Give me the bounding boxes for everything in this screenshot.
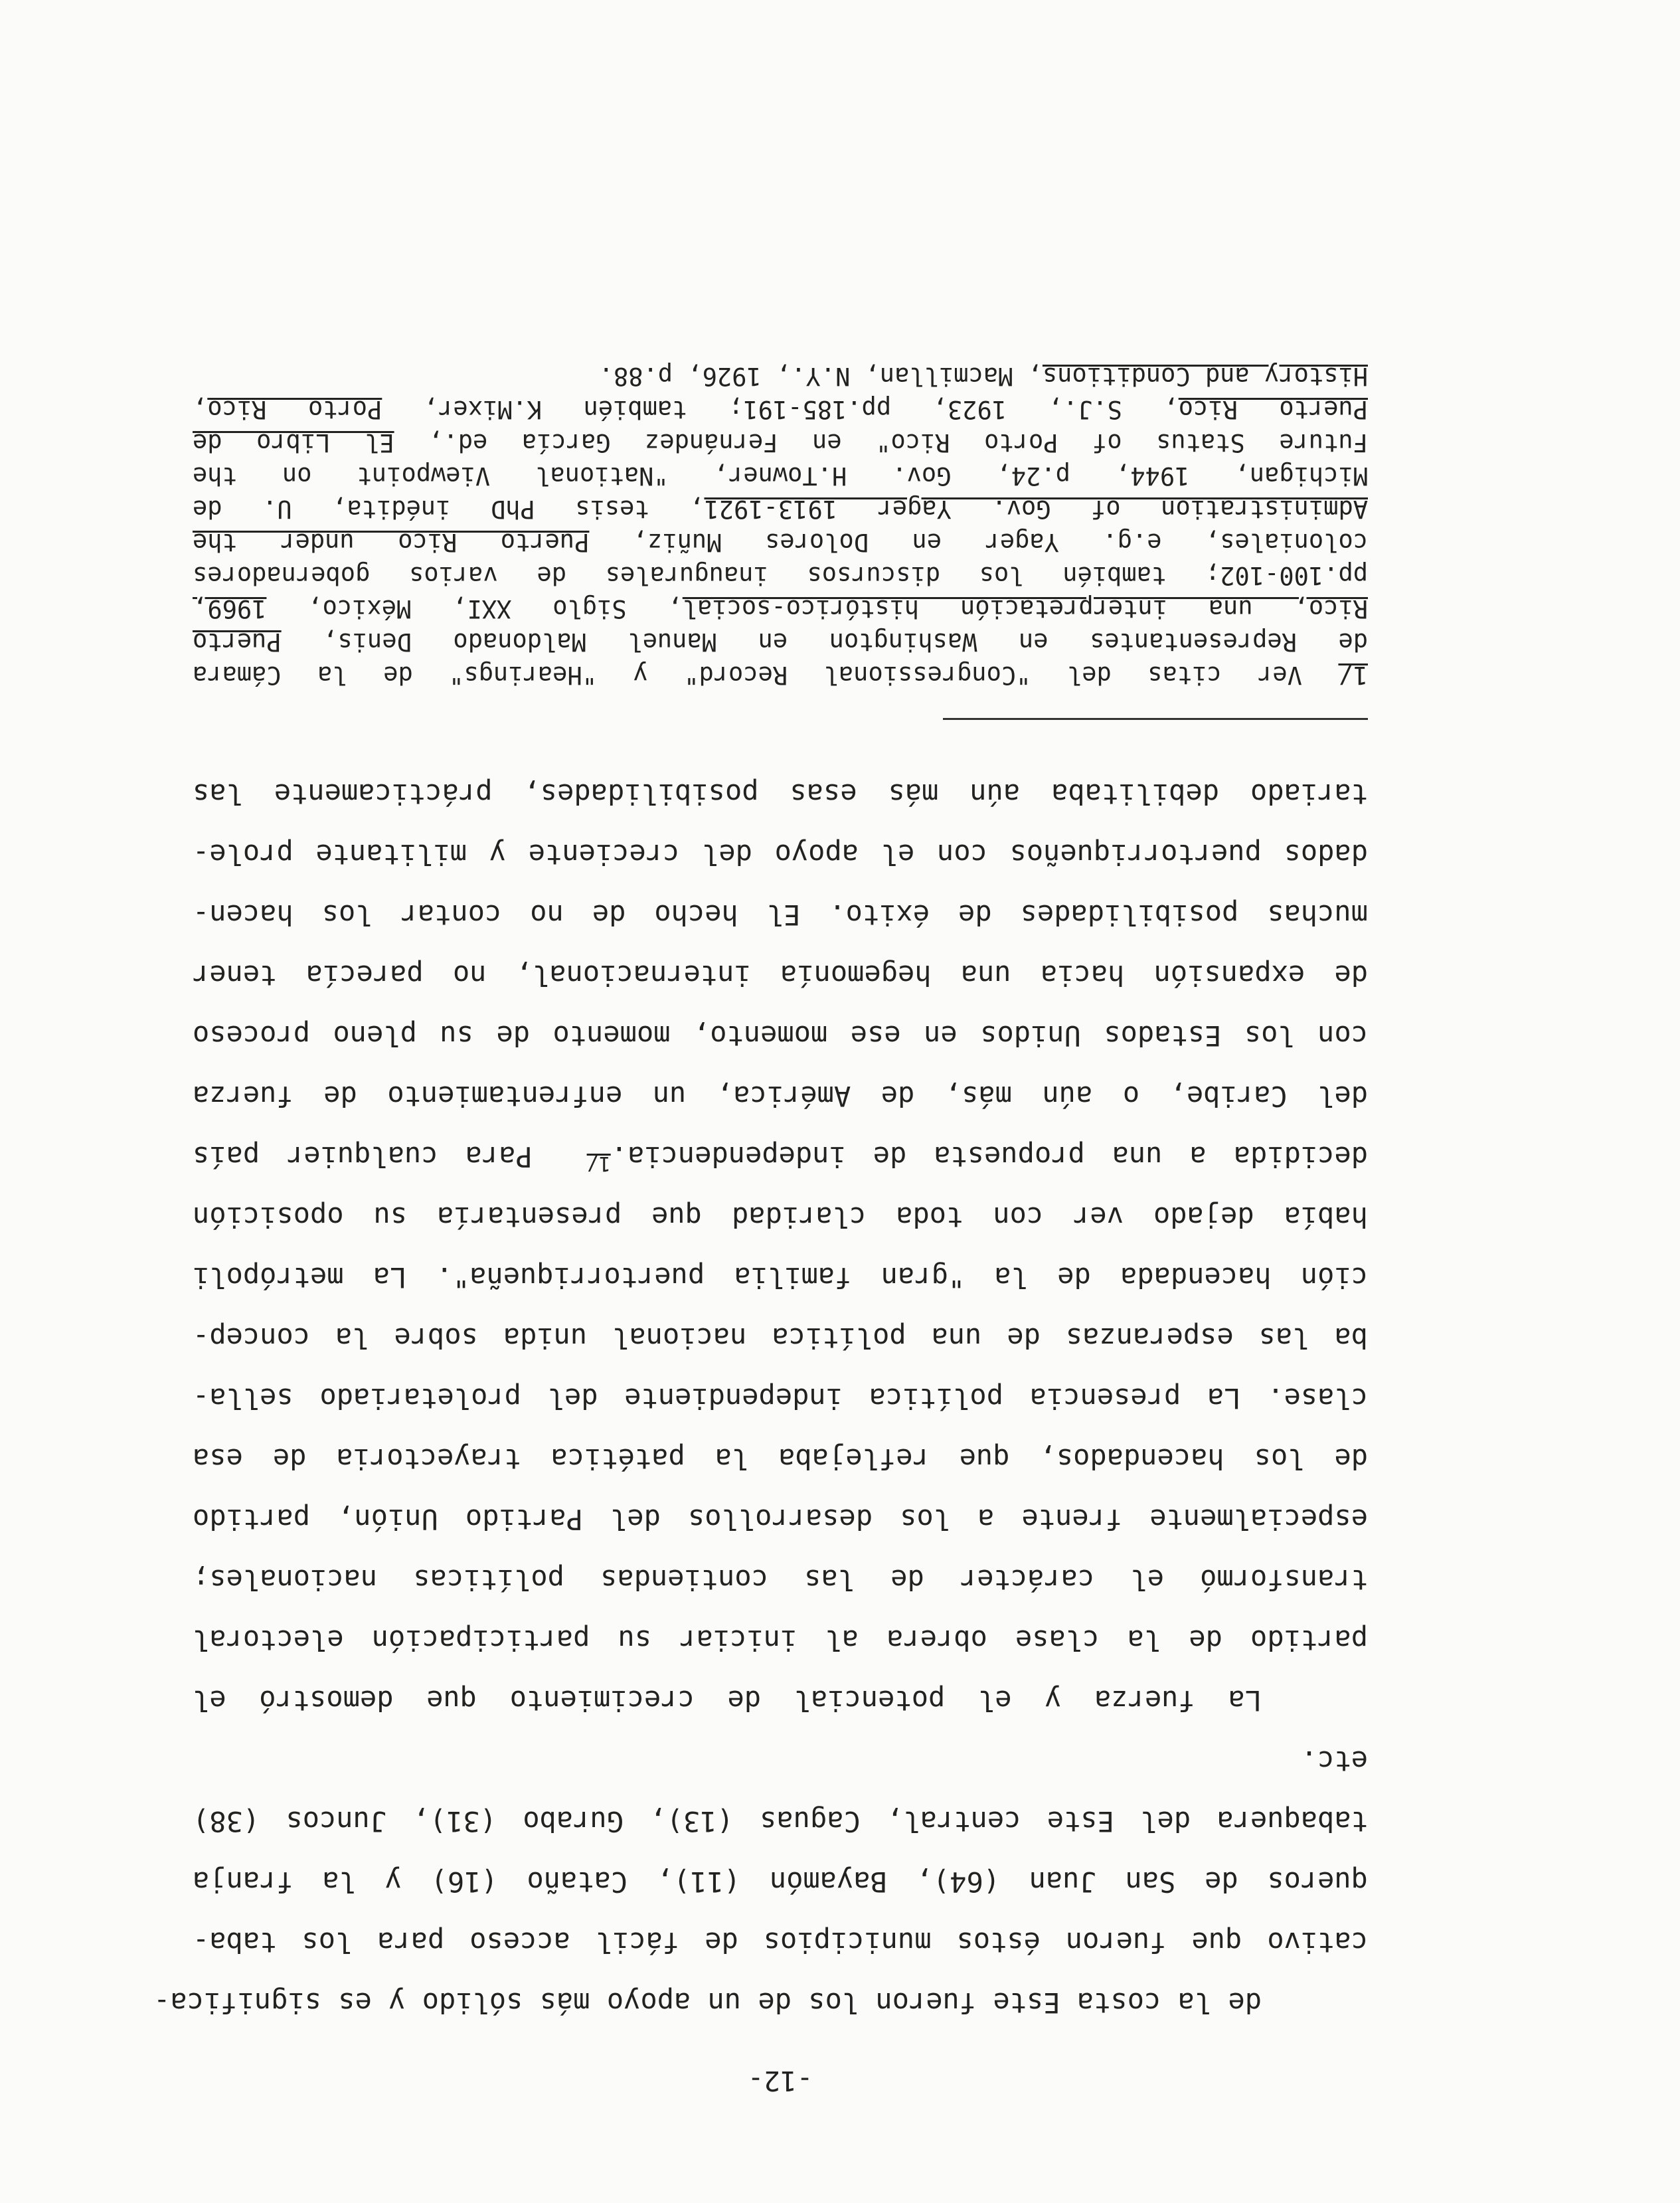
text-segment: decidida a una propuesta de independencia. [610, 1140, 1368, 1173]
text-line: ba las esperanzas de una política nacional unida sobre la concep- [193, 1322, 1368, 1354]
footnote-line: pp.100-102; también los discursos inaugurales de varios gobernadores [193, 561, 1368, 590]
text-segment: , [193, 395, 208, 424]
footnote-line [193, 525, 1368, 559]
book-title: Rico, una interpretación histórico-social [682, 594, 1368, 623]
page-content [153, 359, 1368, 2097]
footnote-marker: 1/ [1338, 661, 1368, 689]
footnote-reference: 1/ [586, 1152, 611, 1175]
text-line: ción hacendada de la "gran familia puertorriqueña". La metrópoli [193, 1261, 1368, 1294]
text-line: había dejado ver con toda claridad que presentaría su oposición [193, 1201, 1368, 1233]
page-number: -12- [747, 2065, 813, 2097]
text-segment: Future Status of Porto Rico" en Fernández García ed., [428, 428, 1368, 457]
text-line: clase. La presencia política independiente del proletariado sella- [193, 1382, 1368, 1415]
footnote-line [193, 393, 1368, 426]
footnote-line [193, 426, 1368, 459]
footnote-line [193, 492, 1368, 525]
text-line: especialmente frente a los desarrollos del Partido Unión, partido [193, 1503, 1368, 1536]
text-line: tabaquera del Este central, Caguas (13), Gurabo (31), Juncos (38) [193, 1805, 1368, 1838]
text-line [193, 1126, 1368, 1187]
text-segment: , Macmillan, N.Y., 1926, p.88. [598, 362, 1043, 391]
footnote-line [193, 658, 1368, 691]
footnote [193, 359, 1368, 691]
text-line: de los hacendados, que reflejaba la patética trayectoria de esa [193, 1443, 1368, 1475]
book-title: Puerto [193, 628, 282, 656]
book-title: Puerto Rico under the [193, 528, 590, 557]
paragraph-2 [193, 764, 1368, 1731]
text-segment: , tesis PhD inédita, U. de [193, 495, 705, 523]
text-line: de expansión hacia una hegemonía internacional, no parecía tener [193, 959, 1368, 992]
text-line: queros de San Juan (64), Bayamón (11), Cataño (16) y la franja [193, 1866, 1368, 1898]
footnote-line [193, 625, 1368, 658]
book-title: El Libro de [193, 428, 394, 457]
text-line: cativo que fueron éstos municipios de fácil acceso para los taba- [193, 1926, 1368, 1959]
text-line: La fuerza y el potencial de crecimiento que demostró el [193, 1684, 1262, 1717]
year: 1969, [193, 594, 267, 623]
text-segment: , Siglo XXI, México, [307, 594, 683, 623]
text-segment: Para cualquier país [193, 1140, 533, 1173]
text-line: dados puertorriqueños con el apoyo del creciente y militante prole- [193, 838, 1368, 871]
text-line: partido de la clase obrera al iniciar su participación electoral [193, 1624, 1368, 1656]
text-segment: , S.J., 1923, pp.185-191; también K.Mixer, [423, 395, 1179, 424]
body-text [153, 764, 1368, 2033]
footnote-line [193, 359, 1368, 393]
text-line: con los Estados Unidos en ese momento, momento de su pleno proceso [193, 1019, 1368, 1052]
text-line: del Caribe, o aún más, de América, un enfrentamiento de fuerza [193, 1080, 1368, 1112]
text-line: tariado debilitaba aún más esas posibilidades, prácticamente las [193, 778, 1368, 810]
text-line: de la costa Este fueron los de un apoyo más sólido y es significa- [153, 1986, 1262, 2019]
text-line: muchas posibilidades de éxito. El hecho de no contar los hacen- [193, 899, 1368, 931]
book-title: Porto Rico [207, 395, 382, 424]
book-title: Administration of Gov. Yager 1913-1921 [704, 495, 1368, 523]
text-line: transformó el carácter de las contiendas políticas nacionales; [193, 1563, 1368, 1596]
text-segment: Ver citas del "Congressional Record" y "Hearings" de la Cámara [193, 661, 1302, 689]
footnote-line: Michigan, 1944, p.24, Gov. H.Towner, "National Viewpoint on the [193, 462, 1368, 490]
footnote-line [193, 592, 1368, 625]
footnote-separator [943, 718, 1368, 720]
text-segment: de Representantes en Washington en Manuel Maldonado Denis, [323, 628, 1368, 656]
book-title: History and Conditions [1042, 362, 1368, 391]
book-title: Puerto Rico [1178, 395, 1368, 424]
paragraph-1 [153, 1731, 1368, 2033]
text-line: etc. [1300, 1745, 1368, 1777]
text-segment: coloniales, e.g. Yager en Dolores Muñiz, [632, 528, 1368, 557]
